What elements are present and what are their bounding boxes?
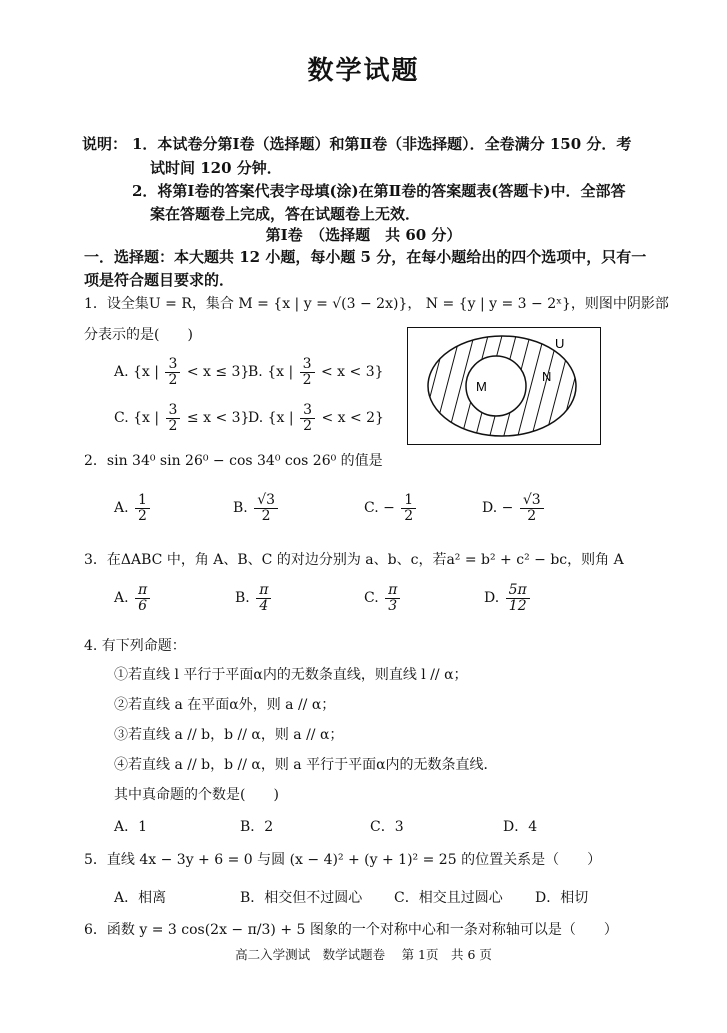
q3-stem: 3．在ΔABC 中，角 A、B、C 的对边分别为 a、b、c，若a² = b² + c² − bc，则角 A [84,552,624,568]
q2-stem: 2．sin 34⁰ sin 26⁰ − cos 34⁰ cos 26⁰ 的值是 [84,453,383,469]
q4-proposition-4: ④若直线 a // b，b // α，则 a 平行于平面α内的无数条直线． [114,757,498,773]
q3-option-b: B. $\frac{\pi}{4}$ [235,583,273,613]
page-footer: 高二入学测试 数学试题卷 第 1页 共 6 页 [235,947,492,962]
q1-a-fraction: $\frac{3}{2}$ [165,357,180,387]
note-2-line-1: 2．将第Ⅰ卷的答案代表字母填(涂)在第Ⅱ卷的答案题表(答题卡)中．全部答 [132,182,626,200]
q5-option-d: D．相切 [535,890,589,906]
venn-diagram-box [407,327,601,445]
venn-label-n: N [542,369,552,384]
q1-option-a: A. {x | $\frac{3}{2}$ < x ≤ 3} [114,356,250,388]
q1-c-fraction: $\frac{3}{2}$ [166,403,181,433]
q4-proposition-3: ③若直线 a // b，b // α，则 a // α； [114,727,344,743]
q1-stem-line-1: 1．设全集U = R，集合 M = {x | y = √(3 − 2x)}， N = {y | y = 3 − 2ˣ}，则图中阴影部 [84,296,669,312]
note-1-line-2: 试时间 120 分钟． [150,159,282,177]
q4-option-c: C．3 [370,819,404,835]
page-title: 数学试题 [307,56,420,86]
notes-label: 说明： [82,135,128,153]
set-m-circle [466,356,526,416]
q4-question: 其中真命题的个数是( ) [114,787,279,803]
q4-proposition-1: ①若直线 l 平行于平面α内的无数条直线，则直线 l // α； [114,667,468,683]
note-2-line-2: 案在答题卷上完成，答在试题卷上无效． [150,205,421,223]
section-title: 第Ⅰ卷 （选择题 共 60 分） [265,226,462,244]
q1-option-c: C. {x | $\frac{3}{2}$ ≤ x < 3} [114,402,250,434]
q1-option-b: B. {x | $\frac{3}{2}$ < x < 3} [248,356,384,388]
q5-stem: 5．直线 4x − 3y + 6 = 0 与圆 (x − 4)² + (y + 1)² = 25 的位置关系是（ ） [84,852,602,868]
q1-d-fraction: $\frac{3}{2}$ [300,403,315,433]
note-1-line-1: 1．本试卷分第Ⅰ卷（选择题）和第Ⅱ卷（非选择题）．全卷满分 150 分．考 [132,135,632,153]
q4-option-d: D．4 [503,819,538,835]
q2-option-c: C. − $\frac{1}{2}$ [364,493,418,523]
q2-option-d: D. − $\frac{√3}{2}$ [482,493,546,523]
q5-option-c: C．相交且过圆心 [394,890,503,906]
q5-option-a: A．相离 [114,890,167,906]
q3-option-d: D. $\frac{5\pi}{12}$ [484,583,532,613]
part1-line-1: 一．选择题：本大题共 12 小题，每小题 5 分，在每小题给出的四个选项中，只有一 [84,248,647,266]
q5-option-b: B．相交但不过圆心 [240,890,363,906]
part1-line-2: 项是符合题目要求的． [84,271,235,289]
venn-label-u: U [555,336,565,351]
q1-b-fraction: $\frac{3}{2}$ [300,357,315,387]
venn-diagram [408,328,599,443]
q2-option-b: B. $\frac{√3}{2}$ [233,493,280,523]
q4-option-b: B．2 [240,819,274,835]
q6-stem: 6．函数 y = 3 cos(2x − π/3) + 5 图象的一个对称中心和一条对称轴可以是（ ） [84,922,618,938]
q4-proposition-2: ②若直线 a 在平面α外，则 a // α； [114,697,336,713]
q4-stem: 4. 有下列命题： [84,638,186,654]
q4-option-a: A．1 [114,819,148,835]
q3-option-a: A. $\frac{\pi}{6}$ [114,583,152,613]
q3-option-c: C. $\frac{\pi}{3}$ [364,583,402,613]
q1-option-d: D. {x | $\frac{3}{2}$ < x < 2} [248,402,384,434]
q2-option-a: A. $\frac{1}{2}$ [114,493,152,523]
q1-stem-line-2: 分表示的是( ) [84,327,193,343]
venn-label-m: M [476,379,487,394]
